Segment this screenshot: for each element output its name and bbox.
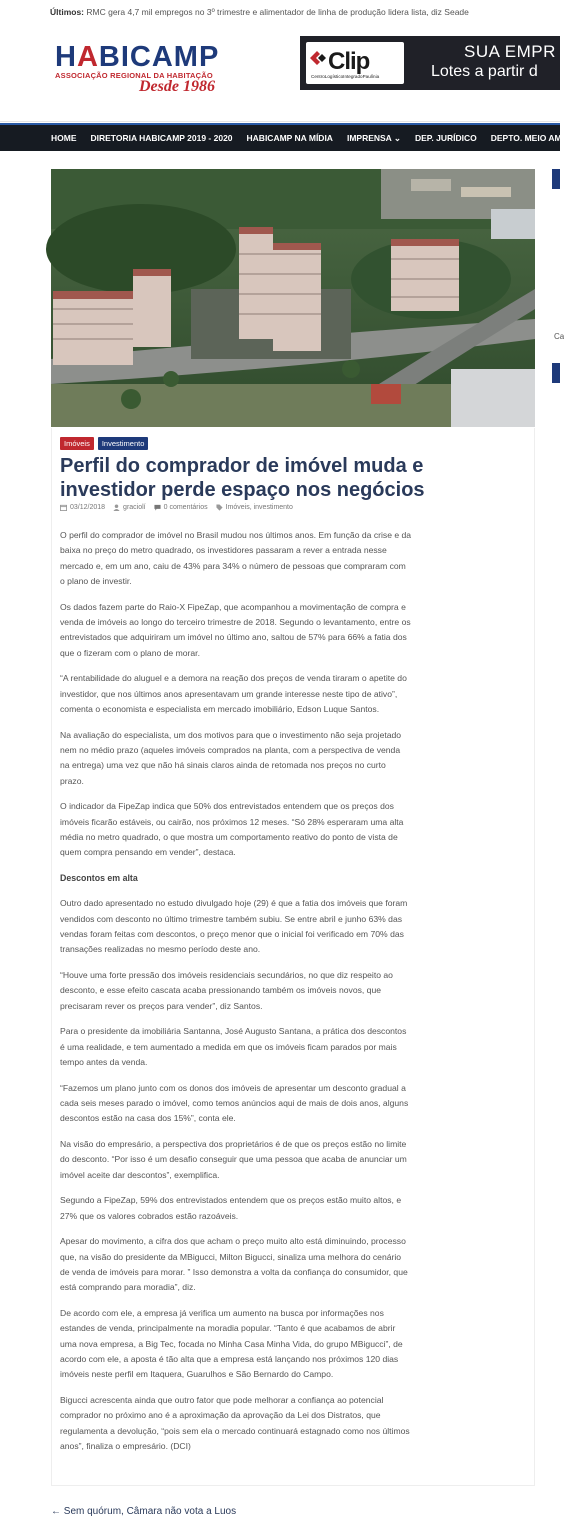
nav-item-imprensa[interactable]: IMPRENSA ⌄ <box>346 133 401 143</box>
user-icon <box>113 504 120 511</box>
clip-mark-icon <box>308 48 328 68</box>
previous-post-link[interactable]: ← Sem quórum, Câmara não vota a Luos <box>51 1506 237 1517</box>
nav-item-home[interactable]: HOME <box>51 133 77 143</box>
nav-item-meio-ambiente[interactable]: DEPTO. MEIO AM <box>490 133 562 143</box>
article-paragraph: Na visão do empresário, a perspectiva dos proprietários é de que os preços estão no limite do desconto. “Por isso é um desafio conseguir que uma pessoa que acaba de anunciar um imóvel aceite dar descontos”, exemplifica. <box>60 1139 407 1180</box>
habicamp-logo[interactable] <box>55 42 235 122</box>
logo-subtitle: ASSOCIAÇÃO REGIONAL DA HABITAÇÃO <box>55 71 213 80</box>
article-paragraph: O perfil do comprador de imóvel no Brasil mudou nos últimos anos. Em função da crise e da baixa no preço do metro quadrado, os investidores passaram a rever a entrada nesse mercado e, em um ano, caiu de 43% para 34% o número de pessoas que compraram com o plano de investir. <box>60 530 412 587</box>
meta-comments[interactable]: 0 comentários <box>154 504 208 511</box>
article-paragraph: O indicador da FipeZap indica que 50% dos entrevistados entendem que os preços dos imóveis ficarão estáveis, ou cairão, nos próximos 12 meses. “Só 28% esperaram uma alta média no metro quadrado, o que mostra um comportamento reativo do ponto de vista de quem compra pensando em vender”, destaca. <box>60 801 404 858</box>
meta-author[interactable]: graciolí <box>113 504 146 511</box>
article-paragraph: Outro dado apresentado no estudo divulgado hoje (29) é que a fatia dos imóveis que foram vendidos com desconto no último trimestre também subiu. Se entre abril e junho 63% das vendas foram feitas com descontos, o preço menor que o inicial foi verificado em 70% das transações realizadas no mesmo período deste ano. <box>60 898 408 955</box>
sidebar-widget-header <box>552 169 560 189</box>
clip-brand: Clip <box>328 48 370 75</box>
article-paragraph: “A rentabilidade do aluguel e a demora na reação dos preços de venda tiraram o apetite do investidor, que nos últimos anos apresentavam um grande interesse neste tipo de ativo”, comenta o economista e especialista em mercado imobiliário, Edson Luque Santos. <box>60 673 407 715</box>
nav-item-juridico[interactable]: DEP. JURÍDICO <box>415 133 477 143</box>
category-investimento[interactable]: Investimento <box>98 437 149 450</box>
article-paragraph: Para o presidente da imobiliária Santanna, José Augusto Santana, a prática dos descontos é uma realidade, e tem aumentado a medida em que os imóveis ficam parados por mais tempo antes da venda. <box>60 1026 407 1068</box>
ticker-label: Últimos: <box>50 7 84 17</box>
logo-since: Desde 1986 <box>139 78 215 95</box>
comment-icon <box>154 504 161 511</box>
nav-item-midia[interactable]: HABICAMP NA MÍDIA <box>246 133 333 143</box>
news-ticker <box>0 0 560 24</box>
article-paragraph: De acordo com ele, a empresa já verifica um aumento na busca por informações nos estandes de venda, principalmente na moradia popular. “Tanto é que acabamos de abrir uma nova empresa, a Big Tec, focada no Minha Casa Minha Vida, do grupo MBigucci”, de acordo com ele, a aposta é tão alta que a empresa está lançando nos próximos 120 dias imóveis neste perfil em Itaquera, Guarulhos e São Bernardo do Campo. <box>60 1308 403 1380</box>
article-subheading: Descontos em alta <box>60 873 138 884</box>
article-body <box>60 528 412 1465</box>
meta-tags[interactable]: Imóveis, investimento <box>216 504 293 511</box>
article-paragraph: “Fazemos um plano junto com os donos dos imóveis de apresentar um desconto gradual a cada seis meses parado o imóvel, como temos anúncios aqui de mais de dois anos, alguns descontos estão na casa dos 15%”, conta ele. <box>60 1082 409 1124</box>
category-imoveis[interactable]: Imóveis <box>60 437 94 450</box>
logo-wordmark: HABICAMP <box>55 41 220 73</box>
tag-icon <box>216 504 223 511</box>
clip-logo <box>306 42 404 84</box>
category-badges <box>60 437 148 450</box>
article-paragraph: Na avaliação do especialista, um dos motivos para que o investimento não seja projetado nem no médio prazo (aqueles imóveis comprados na planta, com a perspectiva de venda na entrega) uma vez que não há sinais claros ainda de retomada nos preços no curto prazo. <box>60 729 402 786</box>
banner-line1: SUA EMPR <box>464 42 556 61</box>
article-hero-image <box>51 169 535 427</box>
site-header <box>0 24 560 122</box>
article-paragraph: Segundo a FipeZap, 59% dos entrevistados entendem que os preços estão muito altos, e 27% que os valores cobrados estão razoáveis. <box>60 1195 402 1221</box>
calendar-icon <box>60 504 67 511</box>
article-paragraph: Os dados fazem parte do Raio-X FipeZap, que acompanhou a movimentação de compra e venda de imóveis ao longo do terceiro trimestre de 2018. Segundo o levantamento, entre os entrevistados que adquiriram um imóvel no último ano, saltou de 57% para 66% a fatia dos que o fizeram com o plano de morar. <box>60 601 411 658</box>
article-paragraph: “Houve uma forte pressão dos imóveis residenciais secundários, no que diz respeito ao desconto, e esse efeito cascata acaba pressionando também os imóveis novos, que precisaram rever os preços para vender”, diz Santos. <box>60 970 393 1011</box>
sidebar-text: Ca <box>554 332 564 341</box>
nav-item-diretoria[interactable]: DIRETORIA HABICAMP 2019 - 2020 <box>90 133 233 143</box>
article-paragraph: Apesar do movimento, a cifra dos que acham o preço muito alto está diminuindo, processo que, na visão do presidente da MBigucci, Milton Bigucci, sinaliza uma melhora do cenário de venda de imóveis para morar. ” Isso demonstra a volta da confiança do consumidor, que está comprando para moradia”, diz. <box>60 1236 408 1293</box>
clip-tagline: CentroLogísticoIntegradoPaulínia <box>311 74 380 79</box>
article-paragraph: Bigucci acrescenta ainda que outro fator que pode melhorar a confiança ao potencial comprador no próximo ano é a aproximação da aprovação da Lei dos Distratos, que regulamenta a devolução, “pois sem ela o mercado continuará estagnado como nos últimos anos”, finaliza o empresário. (DCI) <box>60 1395 410 1452</box>
ticker-headline[interactable]: RMC gera 4,7 mil empregos no 3º trimestre e alimentador de linha de produção lidera lista, diz Seade <box>86 7 469 17</box>
main-nav <box>0 123 560 151</box>
banner-line2: Lotes a partir d <box>431 63 538 80</box>
article-meta <box>60 504 293 511</box>
sidebar-widget-header <box>552 363 560 383</box>
meta-date[interactable]: 03/12/2018 <box>60 504 105 511</box>
article-title: Perfil do comprador de imóvel muda e investidor perde espaço nos negócios <box>60 455 425 501</box>
ad-banner[interactable] <box>300 36 560 90</box>
